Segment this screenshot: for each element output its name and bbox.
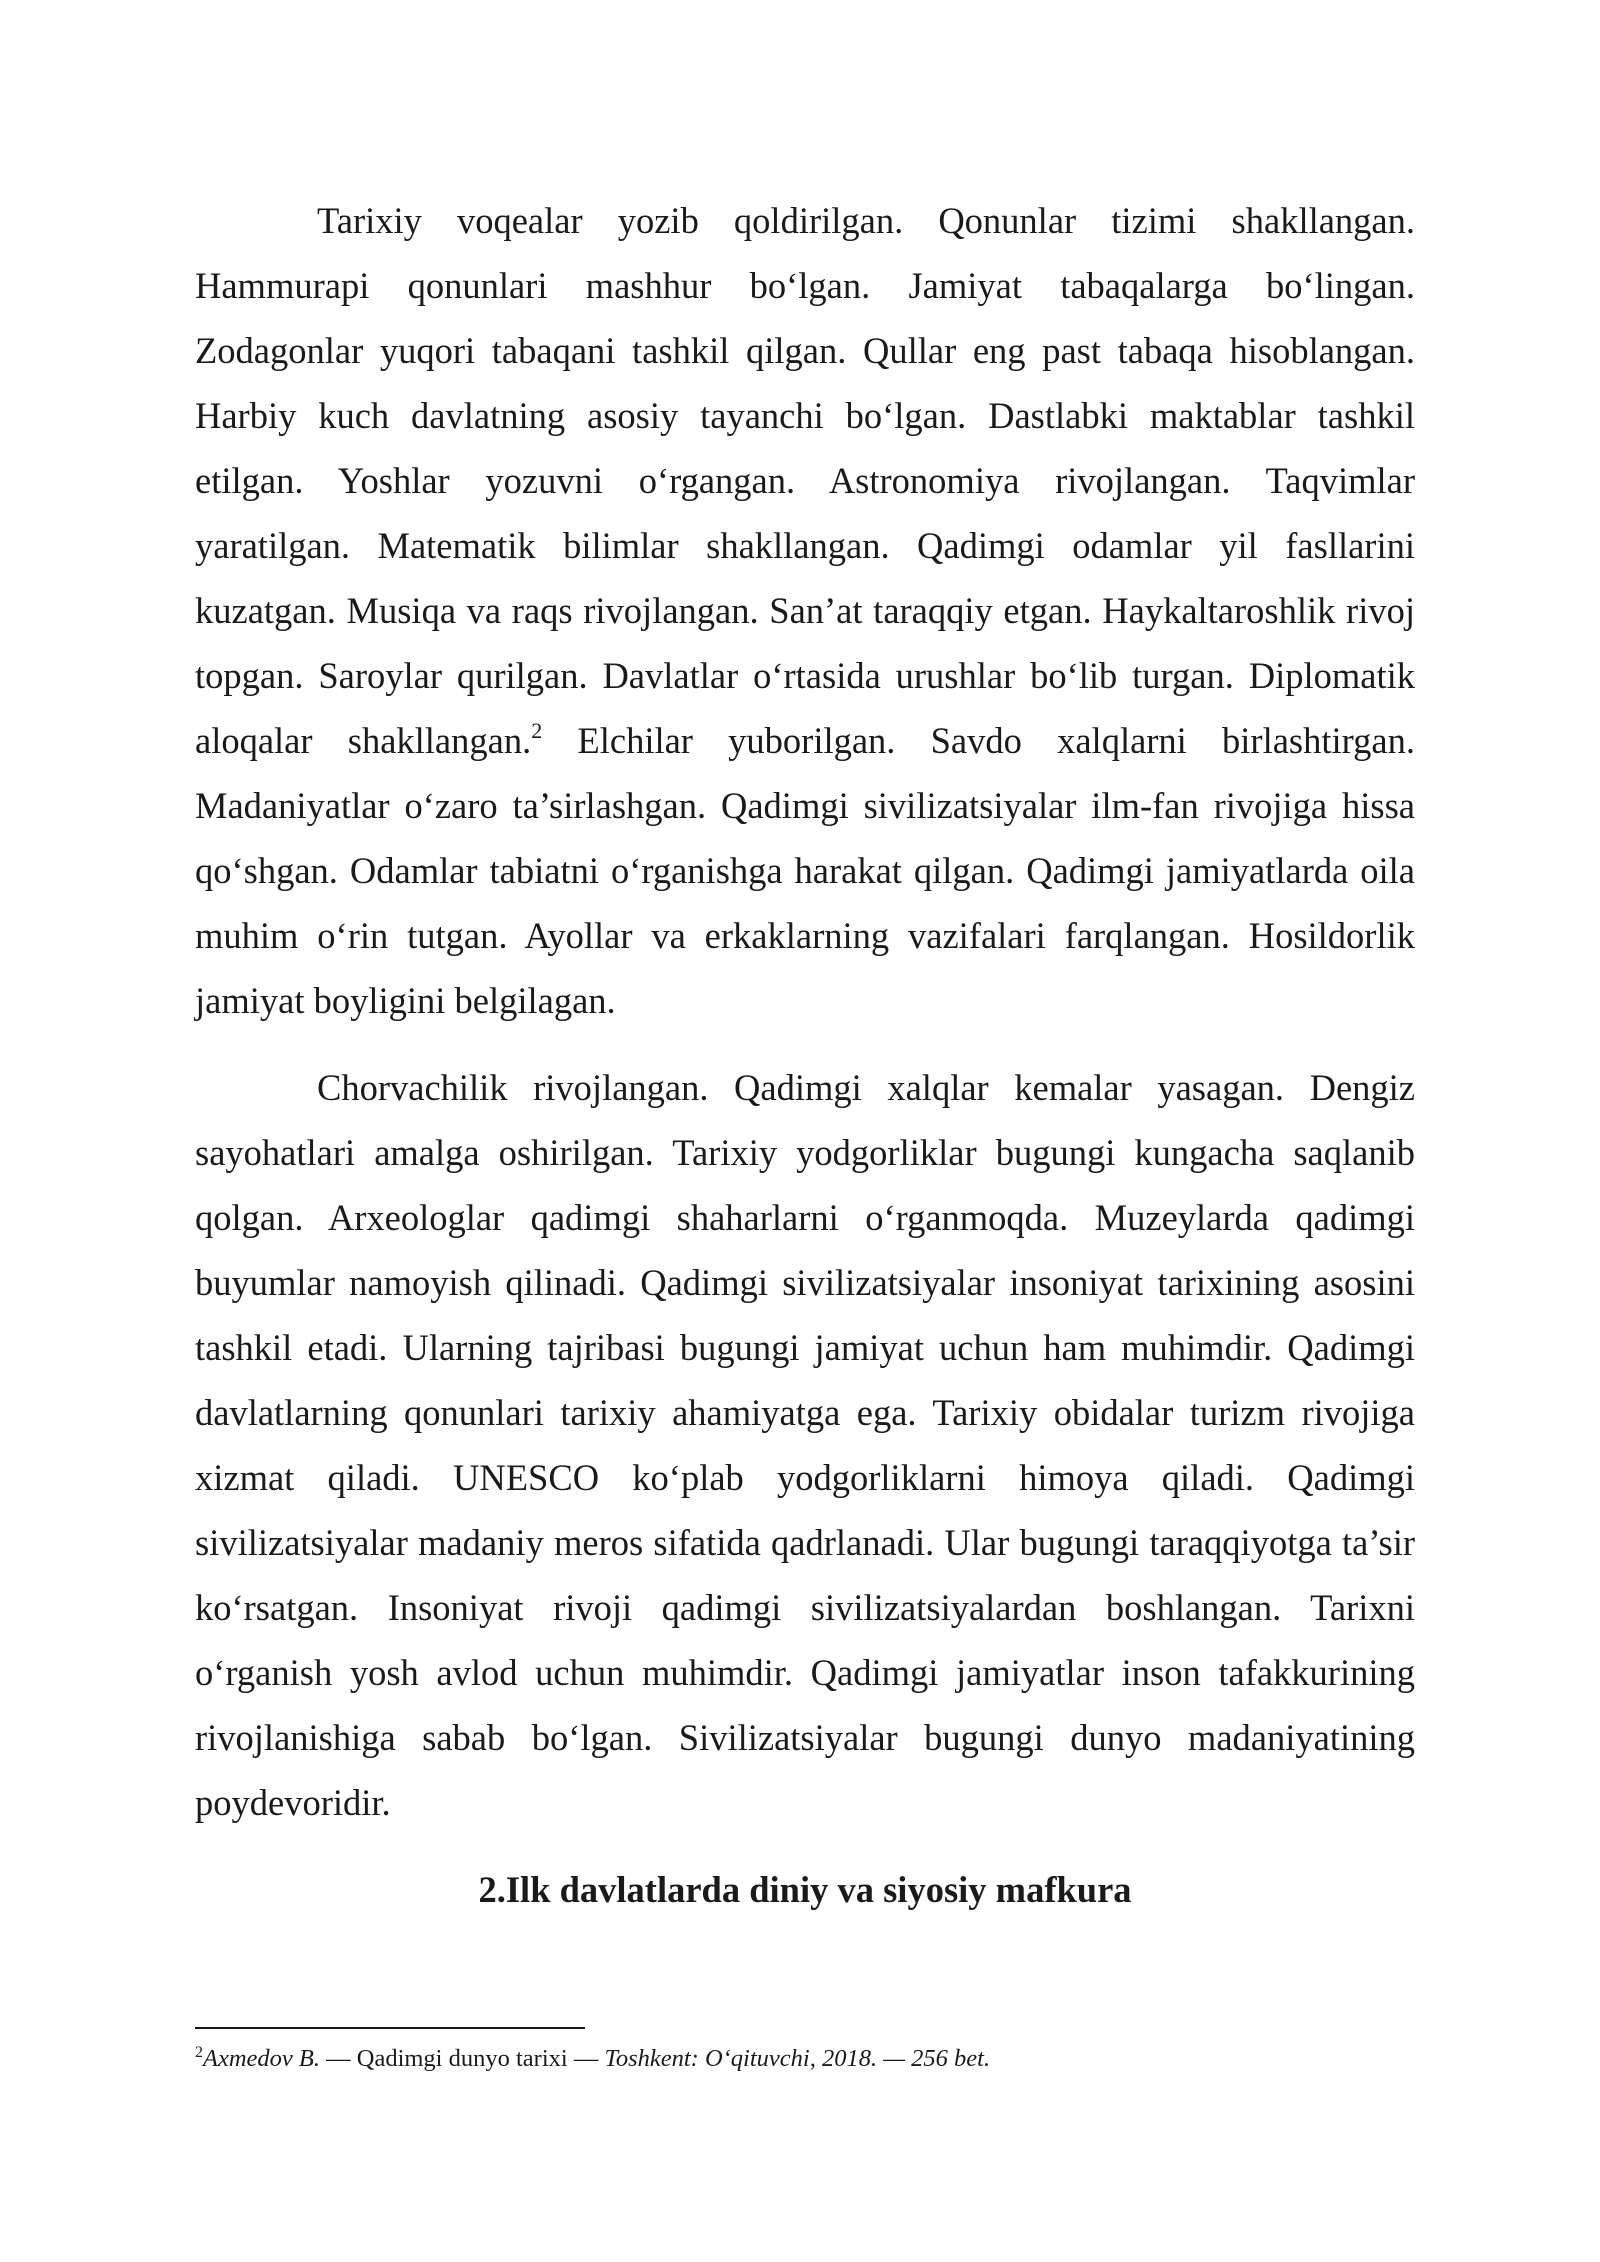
footnote-separator-1: — <box>320 2045 357 2072</box>
paragraph-1-text-a: Tarixiy voqealar yozib qoldirilgan. Qonunlar tizimi shakllangan. Hammurapi qonunlari mashhur bo‘lgan. Jamiyat tabaqalarga bo‘lingan. Zodagonlar yuqori tabaqani tashkil qilgan. Qullar eng past tabaqa hisoblangan. Harbiy kuch davlatning asosiy tayanchi bo‘lgan. Dastlabki maktablar tashkil etilgan. Yoshlar yozuvni o‘rgangan. Astronomiya rivojlangan. Taqvimlar yaratilgan. Matematik bilimlar shakllangan. Qadimgi odamlar yil fasllarini kuzatgan. Musiqa va raqs rivojlangan. San’at taraqqiy etgan. Haykaltaroshlik rivoj topgan. Saroylar qurilgan. Davlatlar o‘rtasida urushlar bo‘lib turgan. Diplomatik aloqalar shakllangan. <box>195 200 1415 761</box>
page-body <box>195 188 1415 1922</box>
section-heading: 2.Ilk davlatlarda diniy va siyosiy mafkura <box>478 1869 1132 1910</box>
footnote-author: Axmedov B. <box>203 2045 320 2072</box>
footnote <box>195 2042 1415 2076</box>
footnote-reference[interactable]: 2 <box>531 718 543 743</box>
footnote-publisher: Toshkent: O‘qituvchi, 2018. — 256 bet. <box>604 2045 991 2072</box>
paragraph-2: Chorvachilik rivojlangan. Qadimgi xalqlar kemalar yasagan. Dengiz sayohatlari amalga oshirilgan. Tarixiy yodgorliklar bugungi kungacha saqlanib qolgan. Arxeologlar qadimgi shaharlarni o‘rganmoqda. Muzeylarda qadimgi buyumlar namoyish qilinadi. Qadimgi sivilizatsiyalar insoniyat tarixining asosini tashkil etadi. Ularning tajribasi bugungi jamiyat uchun ham muhimdir. Qadimgi davlatlarning qonunlari tarixiy ahamiyatga ega. Tarixiy obidalar turizm rivojiga xizmat qiladi. UNESCO ko‘plab yodgorliklarni himoya qiladi. Qadimgi sivilizatsiyalar madaniy meros sifatida qadrlanadi. Ular bugungi taraqqiyotga ta’sir ko‘rsatgan. Insoniyat rivoji qadimgi sivilizatsiyalardan boshlangan. Tarixni o‘rganish yosh avlod uchun muhimdir. Qadimgi jamiyatlar inson tafakkurining rivojlanishiga sabab bo‘lgan. Sivilizatsiyalar bugungi dunyo madaniyatining poydevoridir. <box>195 1067 1415 1823</box>
footnote-separator <box>195 2027 585 2029</box>
paragraph-1 <box>195 188 1415 1033</box>
footnote-number: 2 <box>195 2044 203 2061</box>
paragraph-1-text-b: Elchilar yuborilgan. Savdo xalqlarni birlashtirgan. Madaniyatlar o‘zaro ta’sirlashgan. Qadimgi sivilizatsiyalar ilm-fan rivojiga hissa qo‘shgan. Odamlar tabiatni o‘rganishga harakat qilgan. Qadimgi jamiyatlarda oila muhim o‘rin tutgan. Ayollar va erkaklarning vazifalari farqlangan. Hosildorlik jamiyat boyligini belgilagan. <box>195 720 1415 1021</box>
footnote-separator-2: — <box>567 2045 605 2072</box>
footnote-title: Qadimgi dunyo tarixi <box>356 2045 568 2072</box>
